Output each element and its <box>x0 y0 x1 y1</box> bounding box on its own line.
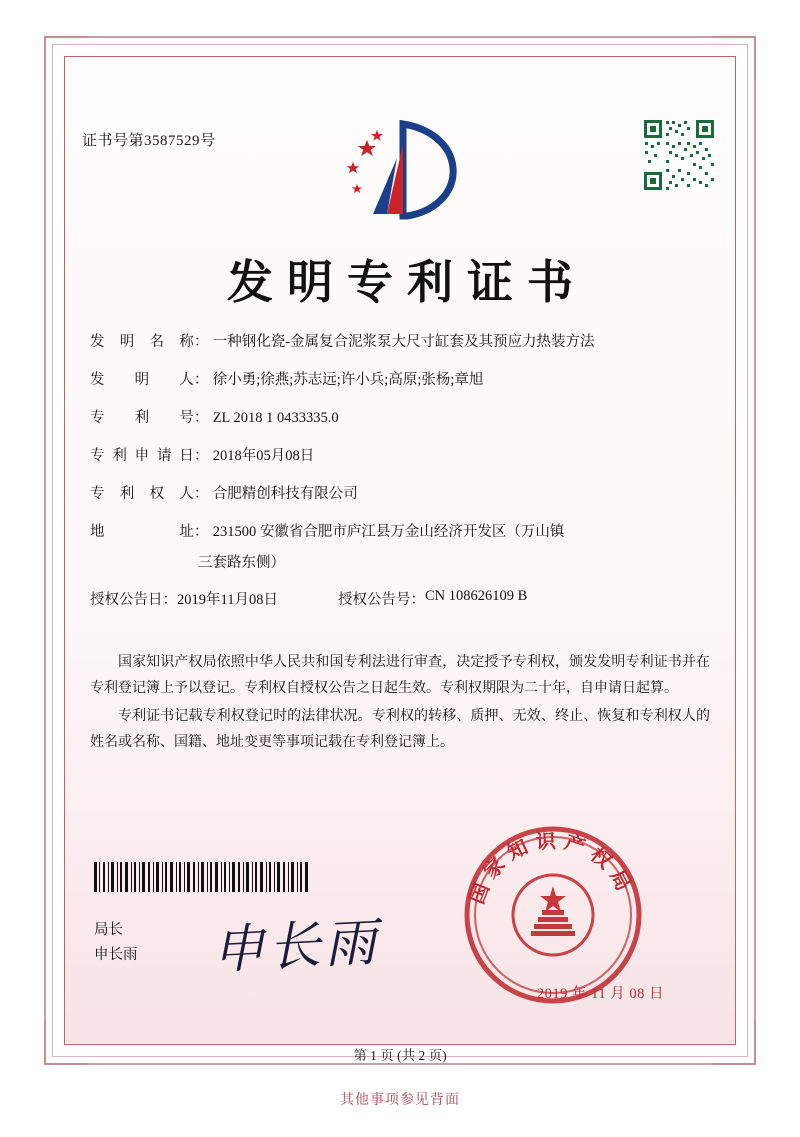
field-label-invention-name: 发明名称 <box>90 334 194 350</box>
field-label-inventors: 发明人 <box>90 372 194 389</box>
handwritten-signature: 申长雨 <box>210 912 382 982</box>
back-side-note: 其他事项参见背面 <box>340 1093 460 1108</box>
announcement-number-label: 授权公告号： <box>337 592 425 609</box>
field-label-patentee: 专利权人 <box>90 486 194 503</box>
field-row-patentee: 专利权人： 合肥精创科技有限公司 <box>90 484 712 505</box>
announcement-date-label: 授权公告日： <box>90 592 177 609</box>
field-value-invention-name: 一种钢化瓷-金属复合泥浆泵大尺寸缸套及其预应力热装方法 <box>212 334 595 350</box>
seal-date: 2019 年 11 月 08 日 <box>536 986 664 1002</box>
announcement-date-value: 2019年11月08日 <box>177 592 278 609</box>
page-number: 第 1 页 (共 2 页) <box>353 1048 447 1063</box>
field-list <box>90 332 712 623</box>
field-label-application-date: 专利申请日 <box>90 448 194 465</box>
patent-emblem-logo-icon <box>64 118 736 228</box>
field-row-application-date: 专利申请日： 2018年05月08日 <box>90 446 712 467</box>
page-title: 发明专利证书 <box>227 255 587 309</box>
field-label-address: 地址 <box>90 524 194 541</box>
field-value-patent-number: ZL 2018 1 0433335.0 <box>212 410 339 427</box>
barcode-icon <box>94 862 310 892</box>
field-value-inventors: 徐小勇;徐燕;苏志远;许小兵;高原;张杨;章旭 <box>212 372 484 389</box>
field-value-address: 231500 安徽省合肥市庐江县万金山经济开发区（万山镇 <box>212 524 565 541</box>
certificate-content <box>64 56 736 1063</box>
signature-block <box>94 918 138 969</box>
field-row-invention-name: 发明名称： 一种钢化瓷-金属复合泥浆泵大尺寸缸套及其预应力热装方法 <box>90 332 712 353</box>
legal-text-block <box>90 650 710 758</box>
field-row-announcement <box>90 588 712 609</box>
legal-paragraph-2: 专利证书记载专利权登记时的法律状况。专利权的转移、质押、无效、终止、恢复和专利权人的姓名或名称、国籍、地址变更等事项记载在专利登记簿上。 <box>90 708 710 750</box>
signature-role: 局长 <box>94 922 123 938</box>
field-value-patentee: 合肥精创科技有限公司 <box>212 486 358 503</box>
field-row-inventors: 发明人： 徐小勇;徐燕;苏志远;许小兵;高原;张杨;章旭 <box>90 370 712 391</box>
announcement-number-value: CN 108626109 B <box>424 588 528 605</box>
official-seal <box>462 824 644 1006</box>
field-row-patent-number: 专利号： ZL 2018 1 0433335.0 <box>90 408 712 429</box>
field-value-application-date: 2018年05月08日 <box>212 448 315 465</box>
signature-name: 申长雨 <box>94 947 138 964</box>
field-row-address: 地址： 231500 安徽省合肥市庐江县万金山经济开发区（万山镇 <box>90 522 712 543</box>
field-value-address-line2: 三套路东侧） <box>198 555 285 572</box>
svg-text:国家知识产权局: 国家知识产权局 <box>464 828 640 908</box>
certificate-number: 证书号第3587529号 <box>82 133 216 149</box>
field-label-patent-number: 专利号 <box>90 410 194 427</box>
legal-paragraph-1: 国家知识产权局依照中华人民共和国专利法进行审查，决定授予专利权，颁发发明专利证书并在专利登记簿上予以登记。专利权自授权公告之日起生效。专利权期限为二十年，自申请日起算。 <box>90 655 710 696</box>
